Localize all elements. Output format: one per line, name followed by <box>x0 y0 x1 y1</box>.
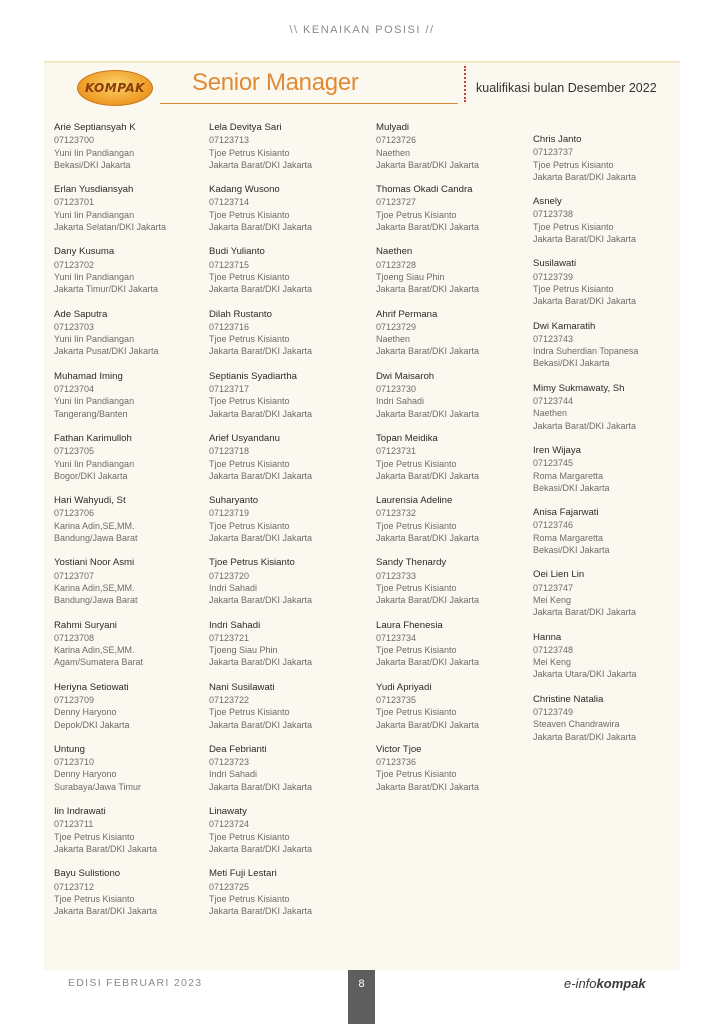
member-sponsor: Tjoe Petrus Kisianto <box>376 209 457 220</box>
kompak-logo <box>77 70 153 106</box>
member-entry <box>533 632 638 694</box>
member-city: Jakarta Barat/DKI Jakarta <box>209 719 313 730</box>
member-name: Arief Usyandanu <box>209 432 280 444</box>
member-entry <box>533 134 638 196</box>
member-entry <box>209 495 312 557</box>
member-code: 07123725 <box>209 881 250 892</box>
brand-prefix: e-info <box>564 976 597 991</box>
member-name: Ade Saputra <box>54 308 108 320</box>
member-name: Sandy Thenardy <box>376 557 447 569</box>
member-city: Jakarta Barat/DKI Jakarta <box>209 470 313 481</box>
member-name: Ahrif Permana <box>376 308 438 320</box>
member-code: 07123737 <box>533 147 574 158</box>
member-name: Chris Janto <box>533 134 582 145</box>
member-sponsor: Tjoe Petrus Kisianto <box>533 159 614 170</box>
member-entry <box>209 806 312 868</box>
member-entry <box>209 557 312 619</box>
member-city: Jakarta Barat/DKI Jakarta <box>376 781 480 792</box>
member-city: Jakarta Barat/DKI Jakarta <box>533 420 637 431</box>
member-city: Jakarta Barat/DKI Jakarta <box>209 346 313 357</box>
member-city: Jakarta Barat/DKI Jakarta <box>376 657 480 668</box>
member-name: Victor Tjoe <box>376 743 422 755</box>
member-entry <box>376 246 479 308</box>
member-city: Jakarta Utara/DKI Jakarta <box>533 669 637 680</box>
member-sponsor: Mei Keng <box>533 594 572 605</box>
member-city: Jakarta Barat/DKI Jakarta <box>209 595 313 606</box>
member-city: Bekasi/DKI Jakarta <box>533 545 610 556</box>
member-entry <box>209 744 312 806</box>
member-entry <box>54 122 166 184</box>
member-name: Arie Septiansyah K <box>54 122 136 133</box>
member-name: Rahmi Suryani <box>54 619 117 631</box>
dotted-divider <box>464 66 466 102</box>
member-name: Dany Kusuma <box>54 246 115 258</box>
column-3 <box>376 122 479 806</box>
member-entry <box>54 557 166 619</box>
member-sponsor: Naethen <box>376 147 411 158</box>
member-name: Dea Febrianti <box>209 743 267 755</box>
brand-footer <box>564 976 646 991</box>
member-code: 07123700 <box>54 135 95 146</box>
member-name: Topan Meidika <box>376 432 438 444</box>
member-name: Muhamad Iming <box>54 370 123 382</box>
member-sponsor: Tjoe Petrus Kisianto <box>376 582 457 593</box>
member-code: 07123749 <box>533 706 574 717</box>
member-city: Jakarta Barat/DKI Jakarta <box>376 222 480 233</box>
member-name: Septianis Syadiartha <box>209 370 297 382</box>
member-entry <box>376 122 479 184</box>
member-city: Jakarta Barat/DKI Jakarta <box>533 607 637 618</box>
member-sponsor: Tjoe Petrus Kisianto <box>54 831 135 842</box>
member-city: Jakarta Barat/DKI Jakarta <box>376 533 480 544</box>
member-entry <box>54 495 166 557</box>
member-city: Jakarta Barat/DKI Jakarta <box>209 284 313 295</box>
member-code: 07123736 <box>376 757 417 768</box>
header-top-rule <box>44 61 680 63</box>
member-sponsor: Yuni Iin Pandiangan <box>54 458 135 469</box>
member-city: Jakarta Barat/DKI Jakarta <box>54 906 158 917</box>
member-sponsor: Yuni Iin Pandiangan <box>54 147 135 158</box>
member-code: 07123731 <box>376 446 417 457</box>
member-sponsor: Karina Adin,SE,MM. <box>54 520 135 531</box>
member-name: Oei Lien Lin <box>533 569 585 581</box>
member-name: Susilawati <box>533 258 577 270</box>
member-name: Fathan Karimulloh <box>54 432 132 444</box>
member-code: 07123704 <box>54 384 95 395</box>
member-entry <box>533 258 638 320</box>
member-sponsor: Tjoe Petrus Kisianto <box>209 334 290 345</box>
member-city: Bekasi/DKI Jakarta <box>533 482 610 493</box>
member-entry <box>209 868 312 930</box>
member-code: 07123707 <box>54 570 95 581</box>
member-code: 07123747 <box>533 582 574 593</box>
member-code: 07123726 <box>376 135 417 146</box>
member-code: 07123701 <box>54 197 95 208</box>
member-code: 07123735 <box>376 694 417 705</box>
member-entry <box>533 694 638 756</box>
member-sponsor: Naethen <box>533 408 568 419</box>
column-4 <box>533 134 638 756</box>
member-name: Iin Indrawati <box>54 806 106 818</box>
member-city: Jakarta Barat/DKI Jakarta <box>376 470 480 481</box>
member-code: 07123711 <box>54 819 94 830</box>
member-entry <box>54 868 166 930</box>
member-city: Jakarta Barat/DKI Jakarta <box>376 284 480 295</box>
member-entry <box>376 620 479 682</box>
member-sponsor: Tjoe Petrus Kisianto <box>376 769 457 780</box>
member-code: 07123710 <box>54 757 95 768</box>
member-sponsor: Mei Keng <box>533 657 572 668</box>
member-city: Jakarta Barat/DKI Jakarta <box>209 657 313 668</box>
column-2 <box>209 122 312 930</box>
member-sponsor: Tjoe Petrus Kisianto <box>209 707 290 718</box>
member-entry <box>54 371 166 433</box>
member-sponsor: Tjoe Petrus Kisianto <box>209 893 290 904</box>
member-entry <box>209 433 312 495</box>
member-name: Yostiani Noor Asmi <box>54 557 135 569</box>
member-city: Jakarta Barat/DKI Jakarta <box>376 408 480 419</box>
member-code: 07123732 <box>376 508 417 519</box>
member-sponsor: Naethen <box>376 334 411 345</box>
member-code: 07123716 <box>209 321 250 332</box>
member-sponsor: Indri Sahadi <box>209 582 258 593</box>
member-sponsor: Tjoe Petrus Kisianto <box>209 458 290 469</box>
member-entry <box>54 309 166 371</box>
member-code: 07123748 <box>533 644 574 655</box>
qualification-label: kualifikasi bulan Desember 2022 <box>476 81 657 95</box>
member-city: Jakarta Barat/DKI Jakarta <box>376 719 480 730</box>
member-city: Jakarta Barat/DKI Jakarta <box>209 533 313 544</box>
member-sponsor: Tjoeng Siau Phin <box>209 645 278 656</box>
member-name: Mulyadi <box>376 122 410 133</box>
title-underline <box>160 103 458 104</box>
member-city: Bandung/Jawa Barat <box>54 533 138 544</box>
member-code: 07123720 <box>209 570 250 581</box>
member-name: Dwi Maisaroh <box>376 370 435 382</box>
member-name: Untung <box>54 743 85 755</box>
member-city: Jakarta Pusat/DKI Jakarta <box>54 346 159 357</box>
member-name: Thomas Okadi Candra <box>376 184 473 196</box>
member-code: 07123706 <box>54 508 95 519</box>
member-code: 07123714 <box>209 197 250 208</box>
member-entry <box>533 196 638 258</box>
member-city: Jakarta Barat/DKI Jakarta <box>533 234 637 245</box>
member-city: Jakarta Timur/DKI Jakarta <box>54 284 159 295</box>
member-sponsor: Yuni Iin Pandiangan <box>54 334 135 345</box>
member-code: 07123739 <box>533 271 574 282</box>
member-sponsor: Tjoe Petrus Kisianto <box>376 707 457 718</box>
member-name: Yudi Apriyadi <box>376 681 432 693</box>
member-sponsor: Steaven Chandrawira <box>533 719 620 730</box>
member-sponsor: Indra Suherdian Topanesa <box>533 346 639 357</box>
member-code: 07123702 <box>54 259 95 270</box>
member-sponsor: Denny Haryono <box>54 707 117 718</box>
member-code: 07123722 <box>209 694 250 705</box>
member-code: 07123705 <box>54 446 95 457</box>
member-code: 07123703 <box>54 321 95 332</box>
member-sponsor: Tjoe Petrus Kisianto <box>209 209 290 220</box>
member-city: Surabaya/Jawa Timur <box>54 781 142 792</box>
member-code: 07123728 <box>376 259 417 270</box>
member-code: 07123744 <box>533 396 574 407</box>
member-entry <box>209 122 312 184</box>
member-sponsor: Karina Adin,SE,MM. <box>54 582 135 593</box>
member-code: 07123729 <box>376 321 417 332</box>
member-name: Anisa Fajarwati <box>533 507 599 519</box>
member-entry <box>54 184 166 246</box>
member-city: Jakarta Barat/DKI Jakarta <box>376 346 480 357</box>
member-sponsor: Tjoe Petrus Kisianto <box>209 520 290 531</box>
member-code: 07123727 <box>376 197 417 208</box>
member-name: Laurensia Adeline <box>376 495 453 507</box>
member-sponsor: Tjoe Petrus Kisianto <box>376 645 457 656</box>
member-name: Dwi Kamaratih <box>533 320 596 332</box>
member-sponsor: Tjoe Petrus Kisianto <box>376 520 457 531</box>
member-city: Jakarta Barat/DKI Jakarta <box>209 781 313 792</box>
member-name: Nani Susilawati <box>209 681 275 693</box>
member-entry <box>376 309 479 371</box>
member-entry <box>376 682 479 744</box>
member-sponsor: Yuni Iin Pandiangan <box>54 271 135 282</box>
member-code: 07123743 <box>533 333 574 344</box>
member-city: Jakarta Barat/DKI Jakarta <box>533 731 637 742</box>
member-entry <box>54 744 166 806</box>
member-sponsor: Indri Sahadi <box>376 396 425 407</box>
member-name: Hanna <box>533 631 562 643</box>
member-code: 07123717 <box>209 384 250 395</box>
member-code: 07123715 <box>209 259 250 270</box>
member-name: Suharyanto <box>209 495 259 507</box>
member-sponsor: Tjoe Petrus Kisianto <box>209 147 290 158</box>
member-code: 07123718 <box>209 446 250 457</box>
member-city: Jakarta Barat/DKI Jakarta <box>209 222 313 233</box>
member-code: 07123730 <box>376 384 417 395</box>
member-city: Bekasi/DKI Jakarta <box>54 159 131 170</box>
member-city: Jakarta Barat/DKI Jakarta <box>54 843 158 854</box>
column-1 <box>54 122 166 930</box>
member-name: Tjoe Petrus Kisianto <box>209 557 295 569</box>
member-name: Meti Fuji Lestari <box>209 868 277 880</box>
member-city: Jakarta Selatan/DKI Jakarta <box>54 222 167 233</box>
member-city: Jakarta Barat/DKI Jakarta <box>376 595 480 606</box>
member-code: 07123724 <box>209 819 250 830</box>
member-name: Laura Fhenesia <box>376 619 443 631</box>
member-entry <box>533 383 638 445</box>
member-sponsor: Denny Haryono <box>54 769 117 780</box>
member-entry <box>533 507 638 569</box>
section-label: \\ KENAIKAN POSISI // <box>289 24 435 36</box>
member-entry <box>376 371 479 433</box>
member-name: Naethen <box>376 246 413 258</box>
member-entry <box>376 744 479 806</box>
member-code: 07123733 <box>376 570 417 581</box>
member-name: Lela Devitya Sari <box>209 122 282 133</box>
member-code: 07123723 <box>209 757 250 768</box>
member-code: 07123709 <box>54 694 95 705</box>
member-entry <box>376 184 479 246</box>
member-entry <box>54 246 166 308</box>
member-code: 07123738 <box>533 209 574 220</box>
member-name: Erlan Yusdiansyah <box>54 184 134 196</box>
member-code: 07123713 <box>209 135 250 146</box>
member-entry <box>376 557 479 619</box>
member-entry <box>54 682 166 744</box>
member-city: Jakarta Barat/DKI Jakarta <box>533 171 637 182</box>
member-city: Jakarta Barat/DKI Jakarta <box>533 296 637 307</box>
member-city: Tangerang/Banten <box>54 408 128 419</box>
member-name: Mimy Sukmawaty, Sh <box>533 382 625 394</box>
member-entry <box>209 620 312 682</box>
member-city: Jakarta Barat/DKI Jakarta <box>209 159 313 170</box>
member-name: Asnely <box>533 196 562 208</box>
member-code: 07123745 <box>533 458 574 469</box>
member-code: 07123746 <box>533 520 574 531</box>
member-code: 07123734 <box>376 632 417 643</box>
member-entry <box>209 682 312 744</box>
member-sponsor: Karina Adin,SE,MM. <box>54 645 135 656</box>
member-entry <box>533 569 638 631</box>
member-name: Kadang Wusono <box>209 184 280 196</box>
member-entry <box>54 620 166 682</box>
member-entry <box>54 806 166 868</box>
member-sponsor: Tjoe Petrus Kisianto <box>533 283 614 294</box>
member-entry <box>209 184 312 246</box>
member-sponsor: Tjoe Petrus Kisianto <box>209 271 290 282</box>
member-code: 07123712 <box>54 881 95 892</box>
page-title: Senior Manager <box>192 69 359 96</box>
member-city: Bogor/DKI Jakarta <box>54 470 128 481</box>
member-code: 07123719 <box>209 508 250 519</box>
member-sponsor: Tjoeng Siau Phin <box>376 271 445 282</box>
member-code: 07123708 <box>54 632 95 643</box>
member-city: Bekasi/DKI Jakarta <box>533 358 610 369</box>
member-sponsor: Tjoe Petrus Kisianto <box>54 893 135 904</box>
member-city: Jakarta Barat/DKI Jakarta <box>376 159 480 170</box>
member-name: Dilah Rustanto <box>209 308 272 320</box>
member-entry <box>376 495 479 557</box>
member-entry <box>209 371 312 433</box>
member-sponsor: Yuni Iin Pandiangan <box>54 209 135 220</box>
member-sponsor: Tjoe Petrus Kisianto <box>376 458 457 469</box>
member-city: Jakarta Barat/DKI Jakarta <box>209 843 313 854</box>
member-entry <box>376 433 479 495</box>
member-name: Indri Sahadi <box>209 619 261 631</box>
member-entry <box>533 321 638 383</box>
member-entry <box>54 433 166 495</box>
member-sponsor: Indri Sahadi <box>209 769 258 780</box>
member-code: 07123721 <box>209 632 250 643</box>
member-sponsor: Yuni Iin Pandiangan <box>54 396 135 407</box>
member-name: Budi Yulianto <box>209 246 265 258</box>
member-name: Heriyna Setiowati <box>54 681 129 693</box>
member-sponsor: Tjoe Petrus Kisianto <box>533 221 614 232</box>
page-number-box <box>348 970 375 1024</box>
member-name: Christine Natalia <box>533 693 604 705</box>
member-sponsor: Roma Margaretta <box>533 532 604 543</box>
member-entry <box>209 246 312 308</box>
member-city: Agam/Sumatera Barat <box>54 657 144 668</box>
member-city: Depok/DKI Jakarta <box>54 719 130 730</box>
member-sponsor: Roma Margaretta <box>533 470 604 481</box>
member-name: Iren Wijaya <box>533 444 581 456</box>
member-sponsor: Tjoe Petrus Kisianto <box>209 396 290 407</box>
member-city: Bandung/Jawa Barat <box>54 595 138 606</box>
member-name: Bayu Sulistiono <box>54 868 121 880</box>
member-city: Jakarta Barat/DKI Jakarta <box>209 408 313 419</box>
member-entry <box>533 445 638 507</box>
edition-label: EDISI FEBRUARI 2023 <box>68 977 203 989</box>
member-entry <box>209 309 312 371</box>
member-city: Jakarta Barat/DKI Jakarta <box>209 906 313 917</box>
member-sponsor: Tjoe Petrus Kisianto <box>209 831 290 842</box>
logo-text: KOMPAK <box>85 81 145 95</box>
brand-bold: kompak <box>596 976 646 991</box>
member-name: Hari Wahyudi, St <box>54 495 126 507</box>
member-name: Linawaty <box>209 806 247 818</box>
page-number: 8 <box>358 978 365 990</box>
